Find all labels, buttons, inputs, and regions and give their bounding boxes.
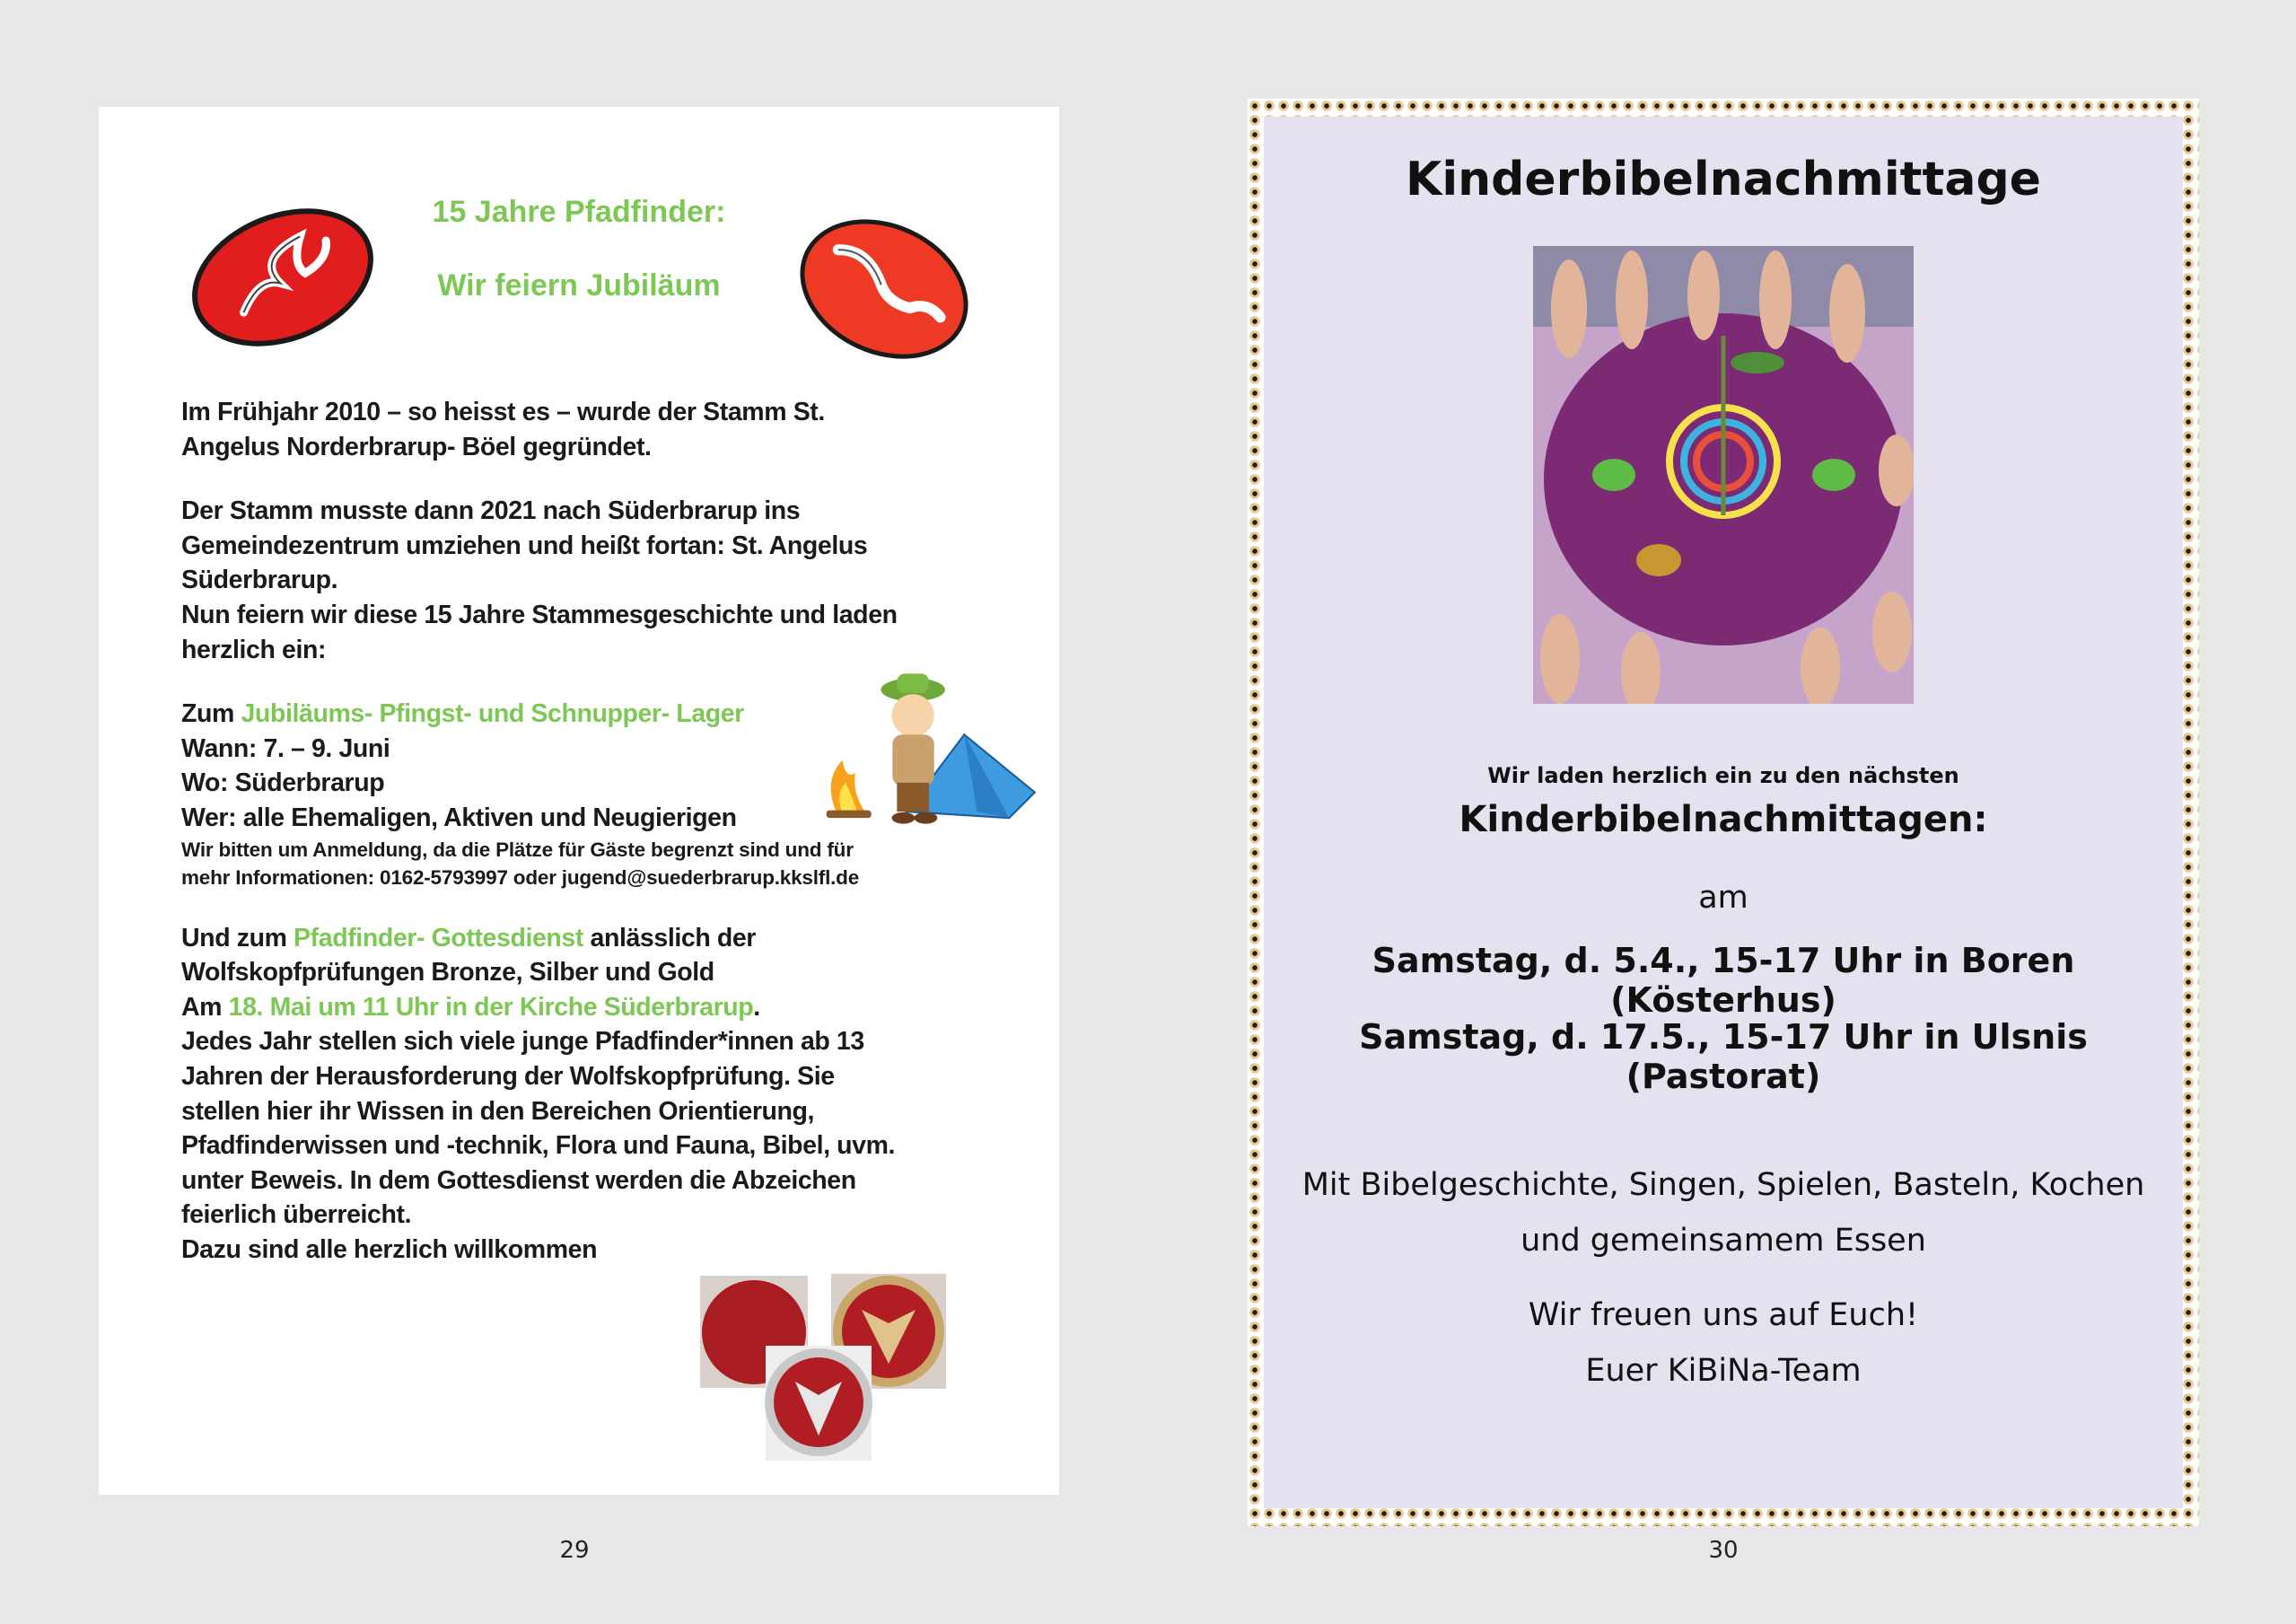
text-segment: Der Stamm musste dann 2021 nach Süderbrarup ins (181, 496, 801, 526)
text-segment: Wer: alle Ehemaligen, Aktiven und Neugierigen (181, 803, 737, 832)
text-segment: Nun feiern wir diese 15 Jahre Stammesgeschichte und laden (181, 600, 898, 629)
text-line (181, 990, 1043, 1025)
text-segment: Angelus Norderbrarup- Böel gegründet. (181, 432, 652, 461)
text-line (181, 955, 1043, 990)
text-segment: Zum (181, 699, 241, 729)
text-line (181, 1233, 1043, 1268)
activities-line-2: und gemeinsamem Essen (1520, 1223, 1926, 1259)
highlighted-text: Jubiläums- Pfingst- und Schnupper- Lager (241, 699, 744, 729)
heading-line-2: Wir feiern Jubiläum (437, 268, 721, 303)
text-line (181, 1128, 1043, 1163)
text-segment: mehr Informationen: 0162-5793997 oder jugend@suederbrarup.kkslfl.de (181, 865, 860, 889)
text-segment: Und zum (181, 923, 294, 952)
page-30 (1248, 99, 2199, 1526)
invite-intro: Wir laden herzlich ein zu den nächsten (1487, 763, 1959, 788)
text-line (181, 529, 1043, 564)
page-title: Kinderbibelnachmittage (1406, 153, 2041, 206)
scout-group-logo-right (794, 210, 974, 367)
text-line (181, 836, 1043, 864)
text-line (181, 430, 1043, 465)
date-line-1: Samstag, d. 5.4., 15-17 Uhr in Boren (Kösterhus) (1371, 941, 2075, 1020)
text-line (181, 598, 1043, 633)
highlighted-text: Pfadfinder- Gottesdienst (294, 923, 583, 952)
text-segment: . (753, 992, 760, 1022)
page-30-content (1264, 117, 2183, 1508)
paragraph-gap (181, 464, 1043, 494)
scout-campfire-tent-illustration (817, 656, 1041, 832)
invite-headline: Kinderbibelnachmittagen: (1459, 799, 1988, 840)
text-segment: Pfadfinderwissen und -technik, Flora und Fauna, Bibel, uvm. (181, 1131, 896, 1161)
heading-line-1: 15 Jahre Pfadfinder: (432, 195, 726, 229)
text-segment: Wann: 7. – 9. Juni (181, 733, 390, 763)
text-segment: Süderbrarup. (181, 566, 338, 595)
text-line (181, 1163, 1043, 1198)
text-line (181, 1059, 1043, 1094)
text-line (181, 864, 1043, 891)
activities-line-1: Mit Bibelgeschichte, Singen, Spielen, Basteln, Kochen (1301, 1167, 2145, 1203)
text-segment: Im Frühjahr 2010 – so heisst es – wurde der Stamm St. (181, 398, 825, 426)
text-line (181, 1094, 1043, 1129)
paragraph-gap (181, 891, 1043, 921)
text-segment: Am (181, 992, 229, 1022)
text-segment: Jahren der Herausforderung der Wolfskopfprüfung. Sie (181, 1061, 835, 1091)
text-segment: anlässlich der (583, 923, 756, 952)
text-segment: stellen hier ihr Wissen in den Bereichen Orientierung, (181, 1096, 815, 1126)
page-number-30: 30 (1708, 1537, 1739, 1564)
text-segment: unter Beweis. In dem Gottesdienst werden die Abzeichen (181, 1165, 856, 1195)
wolfskopf-badges-image (698, 1274, 959, 1467)
team-signature: Euer KiBiNa-Team (1585, 1353, 1862, 1389)
text-line (181, 1198, 1043, 1233)
text-segment: Wir bitten um Anmeldung, da die Plätze für Gäste begrenzt sind und für (181, 838, 854, 861)
text-line (181, 494, 1043, 529)
text-line (181, 1024, 1043, 1059)
am-label: am (1698, 880, 1748, 916)
text-segment: Gemeindezentrum umziehen und heißt fortan: St. Angelus (181, 531, 868, 560)
page-number-29: 29 (559, 1537, 590, 1564)
text-segment: feierlich überreicht. (181, 1200, 412, 1230)
date-line-2: Samstag, d. 17.5., 15-17 Uhr in Ulsnis (Pastorat) (1359, 1017, 2088, 1096)
text-line (181, 395, 1043, 430)
text-segment: herzlich ein: (181, 635, 327, 664)
text-segment: Jedes Jahr stellen sich viele junge Pfadfinder*innen ab 13 (181, 1027, 864, 1057)
highlighted-text: 18. Mai um 11 Uhr in der Kirche Süderbrarup (228, 992, 754, 1022)
text-segment: Wolfskopfprüfungen Bronze, Silber und Gold (181, 958, 714, 988)
text-line (181, 563, 1043, 598)
text-line (181, 921, 1043, 956)
page-29 (99, 107, 1059, 1495)
children-hands-photo (1533, 246, 1914, 704)
text-segment: Dazu sind alle herzlich willkommen (181, 1234, 598, 1264)
closing-line-1: Wir freuen uns auf Euch! (1528, 1297, 1919, 1333)
text-segment: Wo: Süderbrarup (181, 768, 385, 798)
